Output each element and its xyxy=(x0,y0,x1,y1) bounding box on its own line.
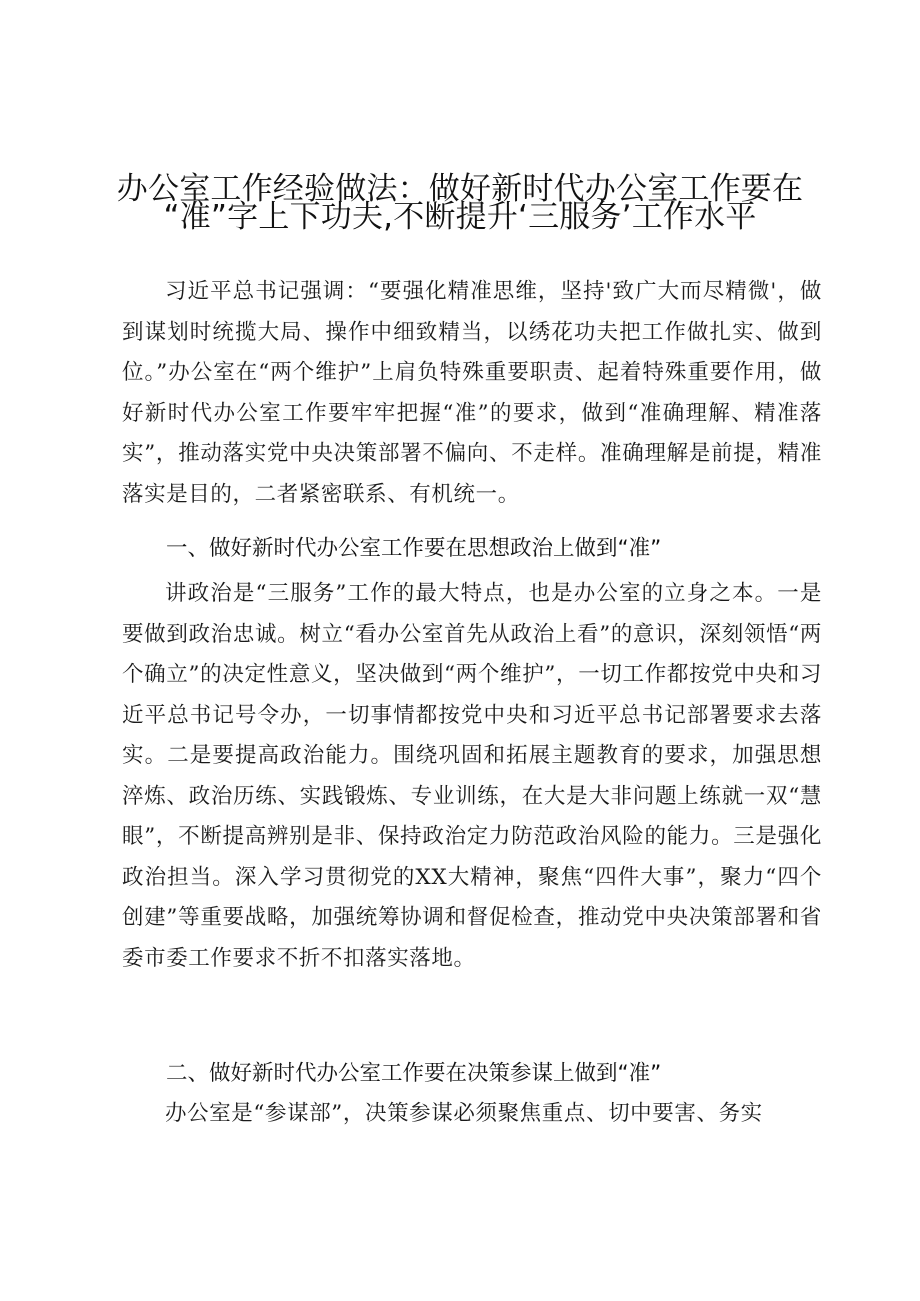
section-1-paragraph: 讲政治是“三服务”工作的最大特点，也是办公室的立身之本。一是要做到政治忠诚。树立“看办公室首先从政治上看”的意识，深刻领悟“两个确立”的决定性意义，坚决做到“两个维护”，一切工作都按党中央和习近平总书记号令办，一切事情都按党中央和习近平总书记部署要求去落实。二是要提高政治能力。围绕巩固和拓展主题教育的要求，加强思想淬炼、政治历练、实践锻炼、专业训练，在大是大非问题上练就一双“慧眼”，不断提高辨别是非、保持政治定力防范政治风险的能力。三是强化政治担当。深入学习贯彻党的XX大精神，聚焦“四件大事”，聚力“四个创建”等重要战略，加强统筹协调和督促检查，推动党中央决策部署和省委市委工作要求不折不扣落实落地。 xyxy=(122,581,822,971)
document-title-line-2: “准”字上下功夫,不断提升‘三服务’工作水平 xyxy=(163,199,757,235)
section-heading-1: 一、做好新时代办公室工作要在思想政治上做到“准” xyxy=(166,536,662,561)
section-heading-2: 二、做好新时代办公室工作要在决策参谋上做到“准” xyxy=(166,1061,662,1086)
section-2-paragraph: 办公室是“参谋部”，决策参谋必须聚焦重点、切中要害、务实 xyxy=(165,1101,763,1126)
document-title-line-1: 办公室工作经验做法：做好新时代办公室工作要在 xyxy=(116,171,804,207)
intro-paragraph: 习近平总书记强调：“要强化精准思维，坚持'致广大而尽精微'，做到谋划时统揽大局、操作中细致精当，以绣花功夫把工作做扎实、做到位。”办公室在“两个维护”上肩负特殊重要职责、起着特殊重要作用，做好新时代办公室工作要牢牢把握“准”的要求，做到“准确理解、精准落实”，推动落实党中央决策部署不偏向、不走样。准确理解是前提，精准落实是目的，二者紧密联系、有机统一。 xyxy=(122,279,822,507)
